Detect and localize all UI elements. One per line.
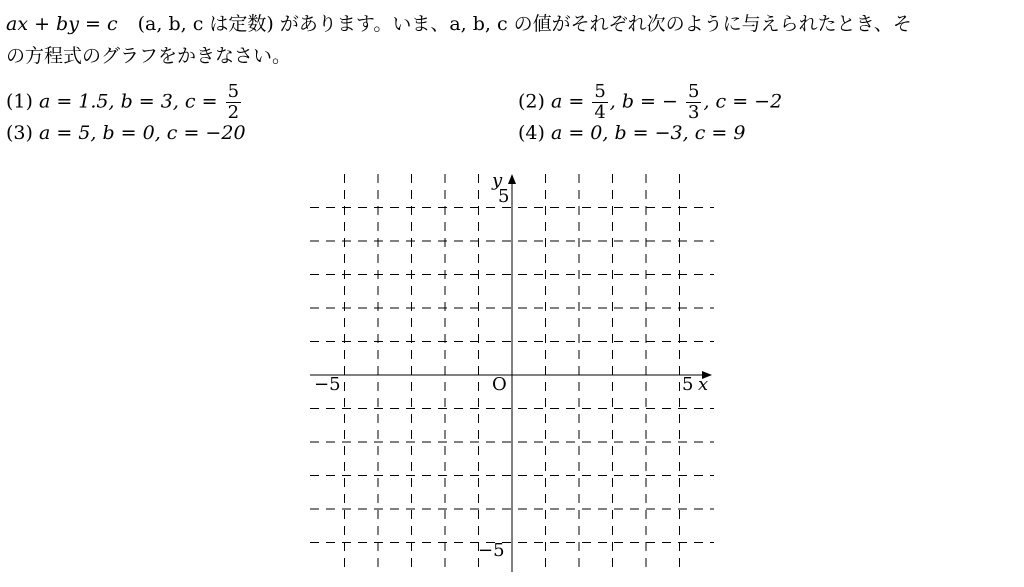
intro-line-2 [6,44,291,68]
coordinate-grid [310,168,720,578]
y-min-label: −5 [478,540,505,561]
fraction-denominator: 2 [227,102,240,123]
problem-2-c-value: , c = −2 [703,90,783,113]
fraction-denominator: 4 [594,102,606,123]
problem-2-label: (2) [518,90,545,113]
problem-2-a-prefix: a = [550,90,585,113]
intro-line-1 [6,12,912,36]
y-axis-label: y [492,170,503,191]
fraction-numerator: 5 [227,81,240,102]
x-axis-label: x [698,374,709,395]
origin-label: O [492,374,507,395]
problem-3 [6,121,246,145]
problem-2 [518,82,782,123]
problem-4 [518,121,745,145]
problem-4-label: (4) [518,122,545,144]
y-axis-arrow [508,174,516,184]
problem-1-values: a = 1.5, b = 3, c = [38,90,218,113]
y-max-label: 5 [498,186,510,207]
intro-text-2: の方程式のグラフをかきなさい。 [6,45,292,67]
problem-2-b-fraction [686,82,701,123]
problem-3-label: (3) [6,122,33,144]
intro-equation: ax + by = c [6,13,118,35]
x-min-label: −5 [314,374,341,395]
intro-constants-note: (a, b, c は定数) [137,13,274,35]
problem-2-b-prefix: , b = − [609,90,678,113]
problem-1-c-fraction [226,82,241,123]
fraction-denominator: 3 [687,102,700,123]
intro-text-1: があります。いま、a, b, c の値がそれぞれ次のように与えられたとき、そ [279,13,912,35]
problem-2-a-fraction [592,82,607,123]
problem-3-values: a = 5, b = 0, c = −20 [38,122,246,144]
problem-4-values: a = 0, b = −3, c = 9 [550,122,746,144]
problem-1-label: (1) [6,90,33,113]
x-max-label: 5 [682,374,694,395]
fraction-numerator: 5 [687,81,700,102]
problem-1 [6,82,243,123]
fraction-numerator: 5 [594,81,606,102]
